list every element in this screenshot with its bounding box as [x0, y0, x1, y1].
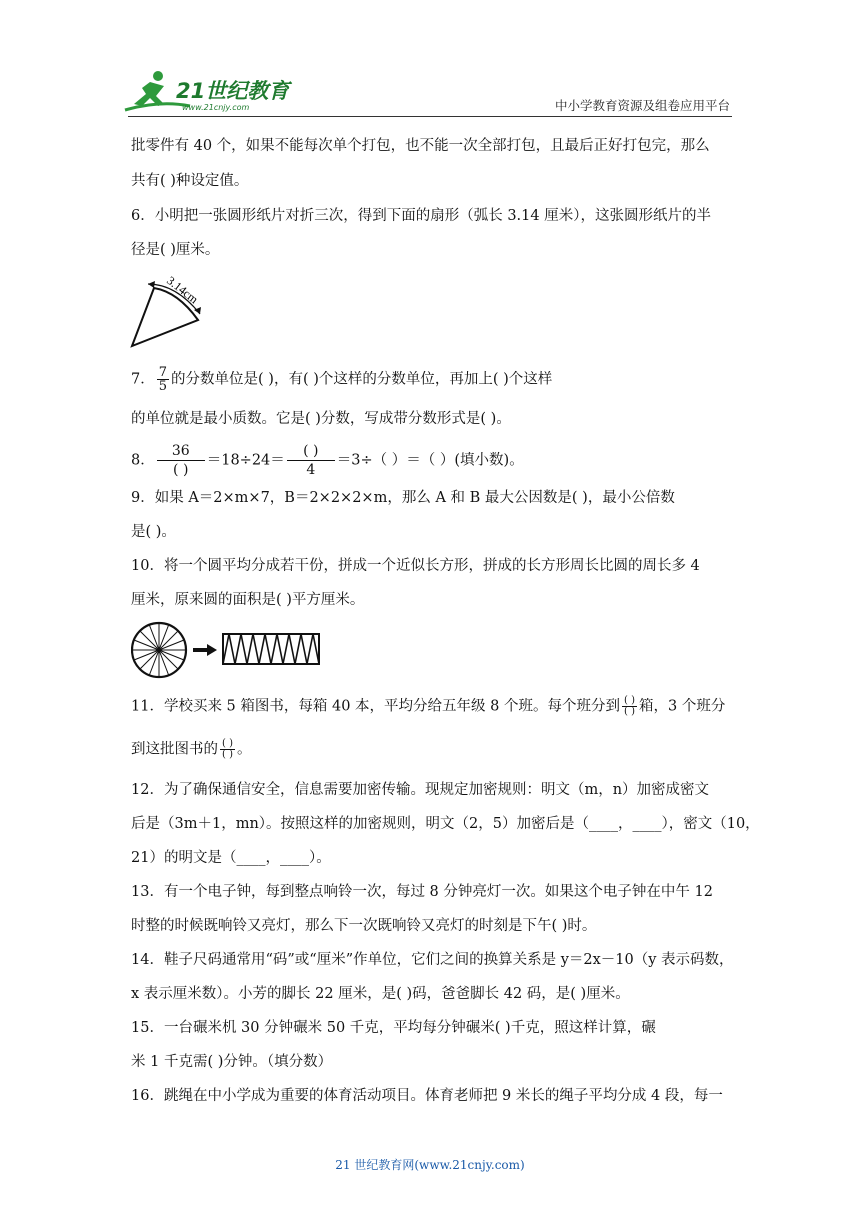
runner-logo-icon [120, 66, 300, 116]
question-number: 7． [131, 371, 155, 388]
fraction-numerator: 36 [157, 442, 205, 461]
text-line: 批零件有 40 个，如果不能每次单个打包，也不能一次全部打包，且最后正好打包完，那么 [131, 138, 710, 154]
question-text: ＝3÷（ ）＝（ ）(填小数)。 [336, 452, 524, 469]
question-number: 8． [131, 452, 155, 469]
fraction-denominator: 5 [158, 379, 168, 394]
question-12-line3: 21）的明文是（____，____）。 [131, 850, 331, 866]
site-logo [120, 66, 300, 116]
arrow-right-icon [207, 644, 217, 656]
question-text: 11．学校买来 5 箱图书，每箱 40 本，平均分给五年级 8 个班。每个班分到 [131, 698, 621, 715]
fraction-7-5 [157, 366, 169, 393]
question-text: ＝18÷24＝ [206, 452, 285, 469]
header-divider [128, 116, 732, 117]
logo-url: www.21cnjy.com [182, 103, 250, 112]
question-7-line1 [131, 366, 731, 393]
fraction-numerator: ( ) [222, 738, 233, 749]
fraction-denominator: ( ) [173, 462, 189, 478]
footer-site-link[interactable]: 21 世纪教育网(www.21cnjy.com) [335, 1158, 525, 1172]
question-15-line2: 米 1 千克需( )分钟。（填分数） [131, 1054, 333, 1070]
logo-text: 21世纪教育 [176, 79, 290, 103]
text-line: 共有( )种设定值。 [131, 173, 249, 189]
question-10-line2: 厘米，原来圆的面积是( )平方厘米。 [131, 592, 365, 608]
question-text: 箱，3 个班分 [639, 698, 726, 715]
question-8-line [131, 442, 731, 479]
fraction-denominator: 4 [306, 462, 316, 478]
fraction-numerator: ( ) [287, 442, 335, 461]
fraction-numerator: 7 [158, 365, 168, 380]
question-15-line1: 15．一台碾米机 30 分钟碾米 50 千克，平均每分钟碾米( )千克，照这样计算，碾 [131, 1020, 656, 1036]
question-16-line1: 16．跳绳在中小学成为重要的体育活动项目。体育老师把 9 米长的绳子平均分成 4 段，每一 [131, 1088, 723, 1104]
question-11-line1 [131, 696, 731, 717]
question-6-line2: 径是( )厘米。 [131, 242, 220, 258]
question-12-line2: 后是（3m＋1，mn）。按照这样的加密规则，明文（2，5）加密后是（____，____），密文（10， [131, 816, 760, 832]
fraction-blank-4 [287, 442, 335, 479]
fraction-denominator: ( ) [222, 749, 233, 760]
question-13-line2: 时整的时候既响铃又亮灯，那么下一次既响铃又亮灯的时刻是下午( )时。 [131, 918, 597, 934]
fraction-numerator: ( ) [624, 695, 635, 706]
question-14-line2: x 表示厘米数）。小芳的脚长 22 厘米，是( )码，爸爸脚长 42 码，是( )厘米。 [131, 986, 630, 1002]
question-7-line2: 的单位就是最小质数。它是( )分数，写成带分数形式是( )。 [131, 411, 511, 427]
fraction-36-blank [157, 442, 205, 479]
question-10-line1: 10．将一个圆平均分成若干份，拼成一个近似长方形，拼成的长方形周长比圆的周长多 4 [131, 558, 700, 574]
question-12-line1: 12．为了确保通信安全，信息需要加密传输。现规定加密规则：明文（m，n）加密成密文 [131, 782, 710, 798]
sector-figure [128, 270, 218, 354]
question-13-line1: 13．有一个电子钟，每到整点响铃一次，每过 8 分钟亮灯一次。如果这个电子钟在中午 12 [131, 884, 713, 900]
blank-fraction [220, 739, 235, 760]
question-9-line1: 9．如果 A＝2×m×7，B＝2×2×2×m，那么 A 和 B 最大公因数是( )，最小公倍数 [131, 490, 675, 506]
question-14-line1: 14．鞋子尺码通常用“码”或“厘米”作单位，它们之间的换算关系是 y＝2x－10（y 表示码数， [131, 952, 734, 968]
arc-length-label: 3.14cm [164, 273, 201, 307]
blank-fraction [622, 696, 637, 717]
question-text: 的分数单位是( )，有( )个这样的分数单位，再加上( )个这样 [171, 371, 553, 388]
question-text: 到这批图书的 [131, 741, 218, 758]
question-6-line1: 6．小明把一张圆形纸片对折三次，得到下面的扇形（弧长 3.14 厘米），这张圆形纸片的半 [131, 208, 711, 224]
question-11-line2 [131, 739, 731, 760]
question-9-line2: 是( )。 [131, 524, 176, 540]
circle-to-rectangle-figure [131, 620, 331, 684]
fraction-denominator: ( ) [624, 706, 635, 717]
header-platform-text: 中小学教育资源及组卷应用平台 [554, 98, 730, 113]
question-text: 。 [236, 741, 252, 758]
